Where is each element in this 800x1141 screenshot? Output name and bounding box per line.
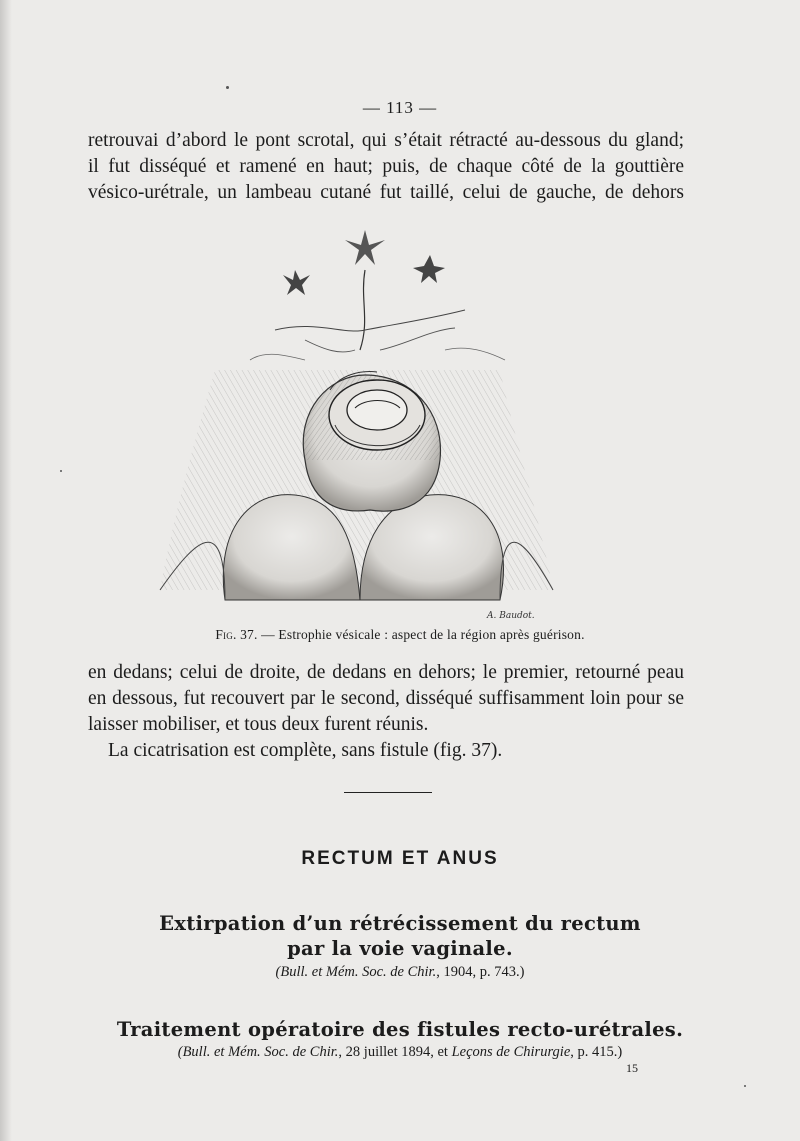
text-line: retrouvai d’abord le pont scrotal, qui s’était rétracté au-dessous du gland; [88, 130, 684, 151]
text-line: en dedans; celui de droite, de dedans en dehors; le premier, retourné peau [88, 662, 684, 683]
signature-mark: 15 [626, 1061, 638, 1075]
article-reference [0, 1044, 800, 1061]
reference-detail: , 28 juillet 1894, et [338, 1044, 452, 1060]
reference-journal: (Bull. et Mém. Soc. de Chir. [177, 1044, 339, 1060]
text-line: vésico-urétrale, un lambeau cutané fut taillé, celui de gauche, de dehors [88, 182, 684, 203]
ink-speck [226, 86, 229, 89]
text-line: La cicatrisation est complète, sans fistule (fig. 37). [108, 740, 503, 761]
section-title: RECTUM ET ANUS [301, 848, 499, 869]
figure-caption [0, 627, 800, 643]
page-number: — 113 — [362, 98, 438, 117]
text-line: laisser mobiliser, et tous deux furent réunis. [88, 714, 429, 735]
artist-signature: A. Baudot. [487, 611, 535, 621]
article-title-line: Extirpation d’un rétrécissement du rectum [159, 912, 641, 935]
text-line: il fut disséqué et ramené en haut; puis, de chaque côté de la gouttière [88, 156, 684, 177]
ink-speck [744, 1085, 746, 1087]
reference-detail: , p. 415.) [570, 1044, 623, 1060]
article-title-line: Traitement opératoire des fistules recto-urétrales. [116, 1018, 684, 1041]
figure-engraving [155, 210, 555, 622]
reference-detail: , 1904, p. 743.) [436, 964, 525, 980]
reference-journal: (Bull. et Mém. Soc. de Chir. [275, 964, 437, 980]
article-reference [0, 964, 800, 981]
text-line: en dessous, fut recouvert par le second, disséqué suffisamment loin pour se [88, 688, 684, 709]
reference-book: Leçons de Chirurgie [451, 1044, 571, 1060]
section-divider [344, 792, 432, 793]
figure-label: Fig. 37. [215, 627, 258, 642]
ink-speck [60, 470, 62, 472]
article-title-line: par la voie vaginale. [287, 937, 513, 960]
figure-caption-text: — Estrophie vésicale : aspect de la région après guérison. [257, 627, 585, 642]
